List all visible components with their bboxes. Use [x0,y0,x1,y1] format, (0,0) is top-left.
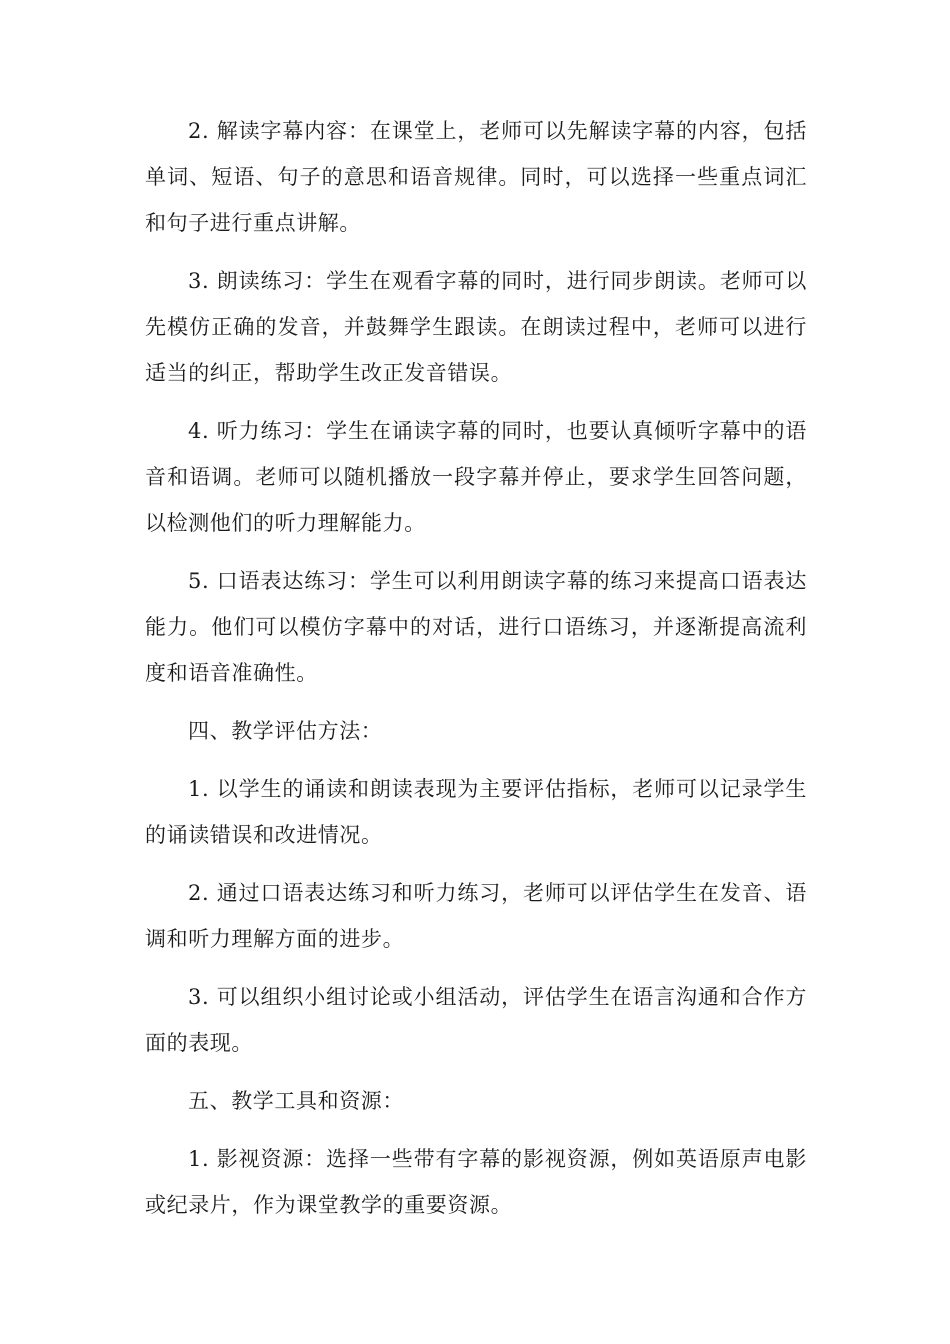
paragraph-video-resources: 1. 影视资源：选择一些带有字幕的影视资源，例如英语原声电影或纪录片，作为课堂教学的重要资源。 [145,1147,807,1217]
paragraph-listening-practice: 4. 听力练习：学生在诵读字幕的同时，也要认真倾听字幕中的语音和语调。老师可以随机播放一段字幕并停止，要求学生回答问题，以检测他们的听力理解能力。 [145,419,807,535]
section-heading-tools-resources: 五、教学工具和资源： [188,1089,404,1113]
paragraph-assessment-2: 2. 通过口语表达练习和听力练习，老师可以评估学生在发音、语调和听力理解方面的进步。 [145,881,807,951]
paragraph-assessment-1: 1. 以学生的诵读和朗读表现为主要评估指标，老师可以记录学生的诵读错误和改进情况。 [145,777,807,847]
paragraph-assessment-3: 3. 可以组织小组讨论或小组活动，评估学生在语言沟通和合作方面的表现。 [145,985,807,1055]
document-page [145,108,807,1240]
paragraph-oral-practice: 5. 口语表达练习：学生可以利用朗读字幕的练习来提高口语表达能力。他们可以模仿字幕中的对话，进行口语练习，并逐渐提高流利度和语音准确性。 [145,569,807,685]
paragraph-subtitle-interpretation: 2. 解读字幕内容：在课堂上，老师可以先解读字幕的内容，包括单词、短语、句子的意思和语音规律。同时，可以选择一些重点词汇和句子进行重点讲解。 [145,119,807,235]
paragraph-reading-practice: 3. 朗读练习：学生在观看字幕的同时，进行同步朗读。老师可以先模仿正确的发音，并鼓舞学生跟读。在朗读过程中，老师可以进行适当的纠正，帮助学生改正发音错误。 [145,269,807,385]
section-heading-assessment: 四、教学评估方法： [188,719,383,743]
